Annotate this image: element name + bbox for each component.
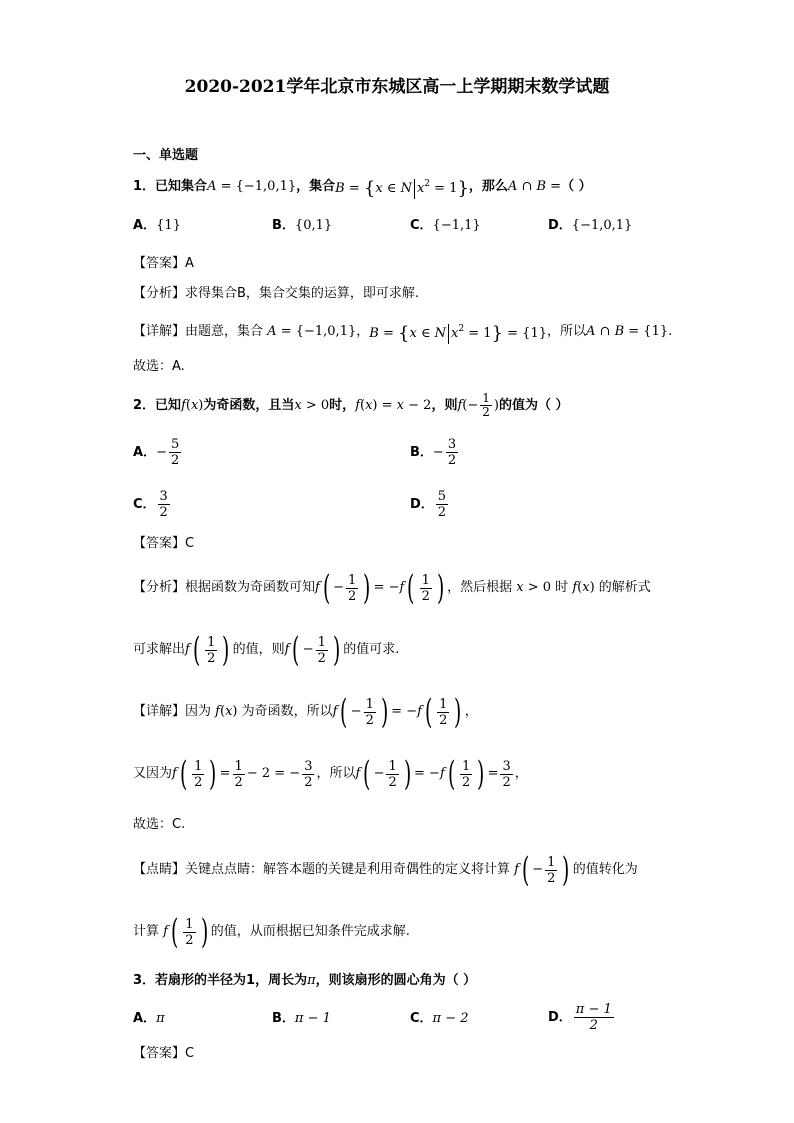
q2-math: f xyxy=(514,862,519,877)
fraction-num: 3 xyxy=(447,437,457,452)
q2-math: f xyxy=(185,642,190,657)
q3-number: 3． xyxy=(133,973,156,988)
analysis-text: 的解析式 xyxy=(598,580,651,595)
detail-text: ，所以 xyxy=(547,323,587,339)
answer-tag: 【答案】 xyxy=(133,256,186,271)
comment-text: 关键点点睛：解答本题的关键是利用奇偶性的定义将计算 xyxy=(185,862,511,877)
q3-option-a xyxy=(133,1010,165,1028)
q3-stem-text: 若扇形的半径为1，周长为 xyxy=(155,973,308,988)
q2-stem-text: 为奇函数，且当 xyxy=(203,397,295,413)
q2-answer xyxy=(133,535,194,553)
detail-text: 由题意，集合 xyxy=(185,323,264,339)
option-label: D． xyxy=(548,1009,572,1025)
analysis-text: 求得集合B，集合交集的运算，即可求解. xyxy=(185,286,420,301)
option-label: C． xyxy=(410,1011,433,1026)
q1-choose xyxy=(133,358,185,376)
q1-detail-math: B = {x ∈ N $x^2 = 1\} = \{1\}$ xyxy=(369,323,547,344)
q1-set-a: A = {−1,0,1} xyxy=(207,178,297,194)
q3-option-c xyxy=(410,1010,469,1028)
option-label: B． xyxy=(272,218,295,233)
answer-value: C xyxy=(185,1046,195,1061)
analysis-text: 的值可求. xyxy=(343,642,400,657)
option-sign: − xyxy=(156,444,167,460)
fraction-den: 2 xyxy=(447,453,457,468)
q3-stem-text: ，则该扇形的圆心角为（ ） xyxy=(315,973,477,988)
option-label: B． xyxy=(272,1011,295,1026)
page-title: 2020-2021学年北京市东城区高一上学期期末数学试题 xyxy=(184,77,610,97)
analysis-text: ，然后根据 xyxy=(447,580,513,595)
q1-stem-text: ，那么 xyxy=(468,178,508,194)
detail-text: ，所以 xyxy=(316,766,356,781)
q2-detail-line1: 【详解】 因为 f(x) 为奇函数，所以 f ( − $\frac{1}{2}$ ) = −f ( $\frac{1}{2}$ ) ， xyxy=(133,692,478,732)
q2-math: f xyxy=(332,704,338,719)
analysis-text: 根据函数为奇函数可知 xyxy=(185,580,316,595)
q2-math: x > 0 xyxy=(294,397,330,413)
q3-option-b xyxy=(272,1010,331,1028)
q2-option-c xyxy=(133,489,172,520)
option-label: A． xyxy=(133,444,157,460)
fraction-num: 3 xyxy=(159,489,168,504)
q2-math: f xyxy=(284,642,290,657)
detail-text: ， xyxy=(464,704,478,719)
detail-text: 因为 xyxy=(185,704,212,719)
option-fraction xyxy=(574,1002,614,1033)
comment-text: 计算 xyxy=(133,924,160,939)
q2-stem-text: ，则 xyxy=(431,397,458,413)
q2-comment-line2: 计算 f ( $\frac{1}{2}$ ) 的值，从而根据已知条件完成求解. xyxy=(133,912,410,952)
comment-text: 的值，从而根据已知条件完成求解. xyxy=(210,924,410,939)
q2-math: f xyxy=(163,924,168,939)
q2-option-b xyxy=(410,437,460,468)
q1-answer xyxy=(133,255,194,273)
q1-option-b xyxy=(272,217,332,235)
answer-value: C xyxy=(185,536,195,551)
option-label: D． xyxy=(410,496,434,512)
fraction-num: π − 1 xyxy=(575,1002,612,1017)
q1-option-c xyxy=(410,217,481,235)
q2-math: f xyxy=(315,580,320,595)
fraction-den: 2 xyxy=(589,1018,598,1033)
fraction-den: 2 xyxy=(170,453,180,468)
analysis-tag: 【分析】 xyxy=(133,580,186,595)
q2-detail-line2: 又因为 f ( $\frac{1}{2}$ ) = $\frac{1}{2}$ − 2 = − $\frac{3}{2}$ ，所以 f ( − $\frac{1}{2}$ ) = −f ( $\frac{1}{2}$ ) = $\frac{3}{2}$ ， xyxy=(133,754,528,794)
q2-option-d xyxy=(410,489,450,520)
fraction-den: 2 xyxy=(159,505,168,520)
q3-stem xyxy=(133,972,476,990)
option-value: {0,1} xyxy=(294,218,333,233)
choose-value: C. xyxy=(172,817,186,832)
option-value: π − 1 xyxy=(294,1011,331,1026)
q2-comment-line1: 【点睛】 关键点点睛：解答本题的关键是利用奇偶性的定义将计算 f ( − $\frac{1}{2}$ ) 的值转化为 xyxy=(133,850,638,890)
choose-value: A. xyxy=(172,359,185,374)
q2-math: f xyxy=(172,766,177,781)
option-value: {1} xyxy=(156,218,181,233)
option-value: π xyxy=(156,1011,165,1026)
q1-stem-text: 已知集合 xyxy=(155,178,208,194)
detail-tag: 【详解】 xyxy=(133,704,186,719)
option-sign: − xyxy=(432,444,444,460)
option-value: {−1,0,1} xyxy=(571,218,633,233)
q2-number: 2． xyxy=(133,397,156,413)
q2-math: f(x) xyxy=(215,704,242,719)
option-fraction xyxy=(158,489,170,520)
option-label: A． xyxy=(133,218,157,233)
option-label: B． xyxy=(410,444,433,460)
option-label: A． xyxy=(133,1011,157,1026)
q1-stem-text: ，集合 xyxy=(296,178,336,194)
q1-number: 1． xyxy=(133,178,156,194)
answer-value: A xyxy=(185,256,194,271)
comment-tag: 【点睛】 xyxy=(133,862,186,877)
section-heading: 一、单选题 xyxy=(133,148,199,163)
q3-option-d xyxy=(548,1002,616,1033)
q3-math: π xyxy=(307,973,316,988)
answer-tag: 【答案】 xyxy=(133,536,186,551)
option-fraction xyxy=(446,437,458,468)
q1-set-b: B = {x ∈ N $x^2 = 1$} xyxy=(335,178,469,199)
q2-stem xyxy=(133,392,568,419)
q1-detail-math: A ∩ B = {1}. xyxy=(586,323,673,339)
answer-tag: 【答案】 xyxy=(133,1046,186,1061)
q2-math: f(x) = x − 2 xyxy=(355,397,432,413)
q2-math: f xyxy=(355,766,361,781)
q1-stem-text: （ ） xyxy=(561,178,592,194)
q2-stem-text: 已知 xyxy=(155,397,182,413)
analysis-text: 的值，则 xyxy=(232,642,285,657)
option-value: {−1,1} xyxy=(432,218,481,233)
q2-math: f(− $\frac{1}{2}$ ) xyxy=(457,391,499,419)
q1-option-d xyxy=(548,217,632,235)
option-fraction xyxy=(436,489,448,520)
q1-intersection: A ∩ B = xyxy=(507,178,562,194)
fraction-den: 2 xyxy=(437,505,447,520)
analysis-tag: 【分析】 xyxy=(133,286,186,301)
option-label: C． xyxy=(133,496,156,512)
detail-text: 为奇函数，所以 xyxy=(241,704,333,719)
q2-analysis-line1: 【分析】 根据函数为奇函数可知 f ( − $\frac{1}{2}$ ) = −f ( $\frac{1}{2}$ ) ，然后根据 x > 0 时 f(x) 的解析式 xyxy=(133,568,651,608)
choose-tag: 故选： xyxy=(133,359,173,374)
q2-option-a xyxy=(133,437,183,468)
option-fraction xyxy=(169,437,181,468)
q2-stem-text: 时， xyxy=(329,397,356,413)
q2-math: f(x) xyxy=(572,580,599,595)
choose-tag: 故选： xyxy=(133,817,173,832)
comma: ， xyxy=(356,323,370,339)
q3-answer xyxy=(133,1045,194,1063)
q1-stem xyxy=(133,175,592,199)
detail-tag: 【详解】 xyxy=(133,323,186,339)
q1-option-a xyxy=(133,217,181,235)
fraction-num: 5 xyxy=(437,489,447,504)
q2-analysis-line2: 可求解出 f ( $\frac{1}{2}$ ) 的值，则 f ( − $\frac{1}{2}$ ) 的值可求. xyxy=(133,630,400,670)
option-label: D． xyxy=(548,218,572,233)
q1-detail-math: A = {−1,0,1} xyxy=(267,323,357,339)
detail-text: ， xyxy=(514,766,528,781)
analysis-text: 可求解出 xyxy=(133,642,186,657)
q2-choose xyxy=(133,816,185,834)
fraction-num: 5 xyxy=(170,437,180,452)
q1-detail xyxy=(133,320,672,344)
option-label: C． xyxy=(410,218,433,233)
comment-text: 的值转化为 xyxy=(572,862,638,877)
analysis-text: 时 xyxy=(555,580,569,595)
option-value: π − 2 xyxy=(432,1011,469,1026)
detail-text: 又因为 xyxy=(133,766,173,781)
q2-math: x > 0 xyxy=(516,580,556,595)
q2-stem-text: 的值为（ ） xyxy=(498,397,569,413)
q2-math: f(x) xyxy=(181,397,204,413)
q1-analysis xyxy=(133,285,419,303)
